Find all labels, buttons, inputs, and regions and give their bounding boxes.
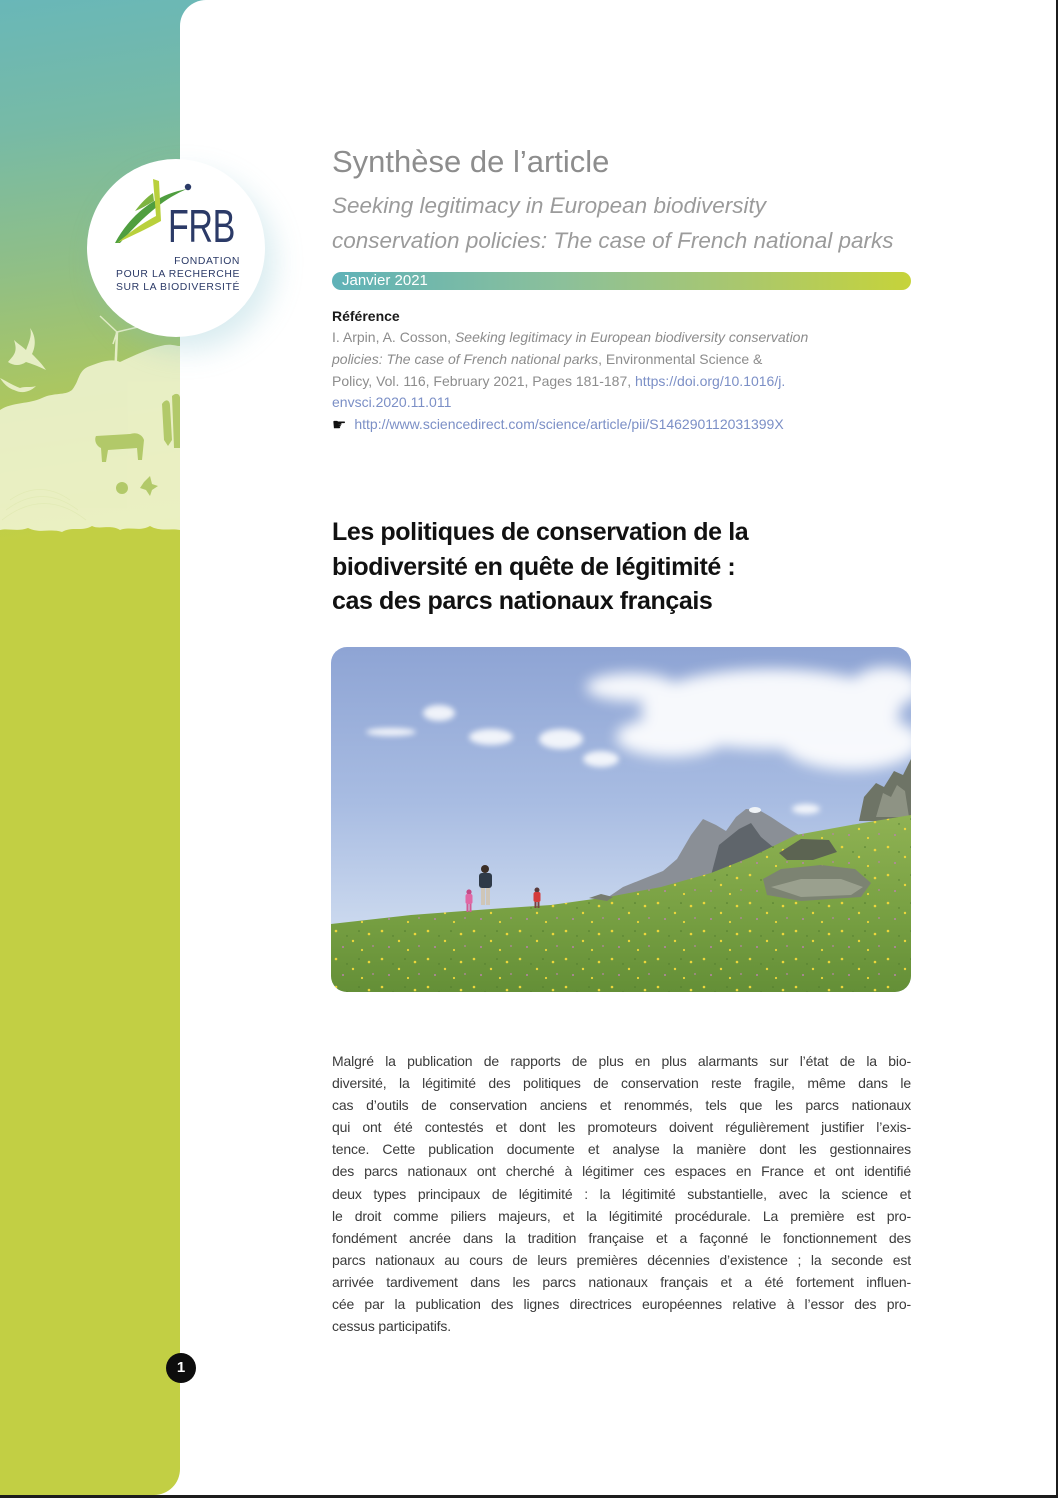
alpine-meadow-photo: [331, 647, 911, 992]
title-line: cas des parcs nationaux français: [332, 587, 713, 615]
reference-heading: Référence: [332, 308, 400, 324]
doi-link[interactable]: https://doi.org/10.1016/j.: [635, 372, 786, 389]
logo-acronym: FRB: [168, 199, 235, 252]
citation-line: [332, 414, 912, 436]
document-kicker: Synthèse de l’article: [332, 144, 610, 179]
pointing-hand-icon: ☛: [332, 417, 347, 434]
photo-illustration: [331, 647, 911, 992]
title-line: biodiversité en quête de légitimité :: [332, 552, 736, 581]
summary-line: arrivée tardivement dans les parcs nationaux français et a été fortement influen-: [332, 1273, 911, 1290]
logo-line-fondation: FONDATION: [174, 255, 240, 267]
article-english-title: [332, 188, 894, 258]
logo-line-biodiversite: SUR LA BIODIVERSITÉ: [116, 281, 240, 293]
frb-logo: [87, 159, 265, 337]
article-summary: [332, 1050, 911, 1337]
summary-line: qui ont été contestés et dont les promoteurs doivent régulièrement justifier l’exis-: [332, 1119, 911, 1136]
article-title: [332, 515, 748, 619]
title-line: Les politiques de conservation de la: [332, 518, 749, 546]
logo-tagline: [116, 255, 240, 294]
sciencedirect-link[interactable]: http://www.sciencedirect.com/science/article/pii/S146290112031399X: [354, 416, 784, 432]
date-bar: [332, 272, 911, 290]
citation-line: [332, 371, 912, 393]
doi-link-continued[interactable]: envsci.2020.11.011: [332, 394, 452, 411]
summary-line: tence. Cette publication documente et analyse la manière dont les gestionnaires: [332, 1141, 911, 1158]
logo-dot-icon: [185, 184, 191, 190]
summary-line: cée par la publication des lignes directrices européennes relative à l’essor des pro-: [332, 1296, 911, 1313]
summary-line: diversité, la légitimité des politiques de conservation reste fragile, même dans le: [332, 1075, 911, 1092]
citation-line: [332, 327, 912, 349]
subtitle-line: Seeking legitimacy in European biodiversity: [332, 192, 766, 218]
summary-line: fondément ancrée dans la tradition française et a façonné le fonctionnement des: [332, 1229, 911, 1246]
citation-line: [332, 349, 912, 371]
summary-line: le droit comme piliers majeurs, et la légitimité procédurale. La première est pro-: [332, 1207, 911, 1224]
summary-line: parcs nationaux au cours de leurs premières décennies d’existence ; la seconde est: [332, 1251, 911, 1268]
logo-line-recherche: POUR LA RECHERCHE: [116, 268, 240, 280]
summary-line: Malgré la publication de rapports de plus en plus alarmants sur l’état de la bio-: [332, 1053, 911, 1069]
citation-details: Policy, Vol. 116, February 2021, Pages 181-187,: [332, 372, 636, 389]
subtitle-line: conservation policies: The case of French national parks: [332, 227, 894, 253]
publication-date: Janvier 2021: [342, 272, 428, 289]
reference-citation: [332, 327, 912, 436]
citation-authors: I. Arpin, A. Cosson,: [332, 329, 455, 345]
summary-line: deux types principaux de légitimité : la légitimité substantielle, avec la science et: [332, 1185, 911, 1202]
citation-title: Seeking legitimacy in European biodiversity conservation: [454, 329, 809, 345]
summary-line: cas d’outils de conservation anciens et renommés, tels que les parcs nationaux: [332, 1097, 911, 1114]
citation-journal: , Environmental Science &: [598, 350, 763, 367]
page-number-badge: 1: [166, 1353, 196, 1383]
citation-title: policies: The case of French national parks: [332, 350, 599, 367]
summary-line: des parcs nationaux ont cherché à légitimer ces espaces en France et ont identifié: [332, 1163, 911, 1180]
citation-line: [332, 392, 912, 414]
summary-line: cessus participatifs.: [332, 1318, 452, 1335]
